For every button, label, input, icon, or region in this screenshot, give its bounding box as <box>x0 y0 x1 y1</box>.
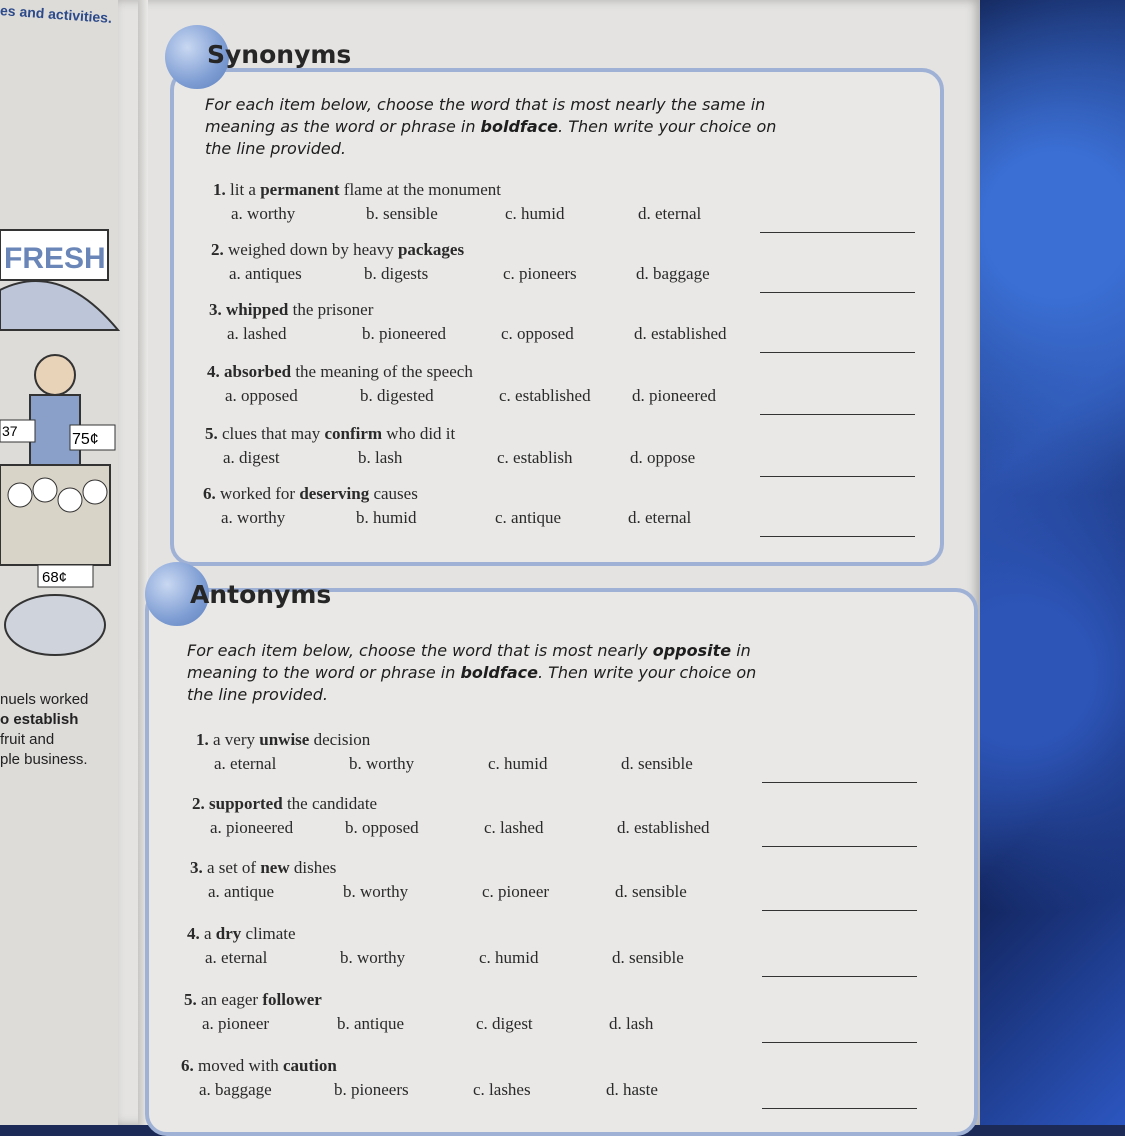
question <box>207 362 473 382</box>
fruit-vendor-illustration <box>0 220 125 660</box>
synonyms-item-5 <box>205 424 696 472</box>
question-boldface-word: caution <box>283 1056 337 1075</box>
option-a: a. worthy <box>221 508 286 527</box>
answer-options <box>190 882 687 906</box>
synonyms-instructions: For each item below, choose the word that is most nearly the same in meaning as the word or phrase in boldface. Then write your choice on the line provided. <box>205 95 777 158</box>
price-tag-1: 75¢ <box>72 431 99 448</box>
option-a: a. lashed <box>227 324 287 343</box>
option-b: b. humid <box>356 508 417 527</box>
question-text-post: flame at the monument <box>339 180 501 199</box>
price-tag-2: 68¢ <box>42 569 68 586</box>
question-boldface-word: deserving <box>299 484 370 503</box>
option-b: b. digests <box>364 264 429 283</box>
option-a: a. opposed <box>225 386 298 405</box>
option-a: a. eternal <box>205 948 268 967</box>
option-b: b. digested <box>360 386 434 405</box>
option-c: c. humid <box>488 754 548 773</box>
question-boldface-word: permanent <box>260 180 340 199</box>
option-b: b. worthy <box>340 948 406 967</box>
question-text-post: dishes <box>289 858 337 877</box>
option-b: b. lash <box>358 448 403 467</box>
question-number: 3. <box>190 858 203 877</box>
left-page-header: es and activities. <box>0 2 113 26</box>
option-d: d. eternal <box>638 204 702 223</box>
synonyms-item-3 <box>209 300 727 348</box>
question-text-pre: worked for <box>220 484 300 503</box>
question-boldface-word: confirm <box>324 424 383 443</box>
question-number: 5. <box>184 990 197 1009</box>
option-a: a. antiques <box>229 264 302 283</box>
antonyms-title: Antonyms <box>190 580 332 609</box>
question-boldface-word: unwise <box>259 730 310 749</box>
answer-line[interactable] <box>760 352 915 353</box>
question-number: 5. <box>205 424 218 443</box>
option-b: b. pioneered <box>362 324 447 343</box>
option-a: a. digest <box>223 448 280 467</box>
option-b: b. pioneers <box>334 1080 409 1099</box>
option-d: d. eternal <box>628 508 692 527</box>
option-c: c. antique <box>495 508 562 527</box>
answer-options <box>209 324 727 348</box>
question <box>211 240 464 260</box>
answer-options <box>184 1014 654 1038</box>
option-a: a. antique <box>208 882 275 901</box>
question <box>190 858 336 878</box>
option-a: a. pioneered <box>210 818 294 837</box>
question-number: 4. <box>187 924 200 943</box>
question-text-post: the meaning of the speech <box>291 362 473 381</box>
synonyms-item-1 <box>213 180 702 228</box>
answer-line[interactable] <box>762 910 917 911</box>
question-number: 3. <box>209 300 222 319</box>
background-fabric <box>955 0 1125 1125</box>
question-text-post: causes <box>369 484 418 503</box>
option-c: c. lashed <box>484 818 544 837</box>
option-b: b. opposed <box>345 818 419 837</box>
antonyms-instructions: For each item below, choose the word that is most nearly opposite in meaning to the word or phrase in boldface. Then write your choice on the line provided. <box>187 641 757 704</box>
option-a: a. eternal <box>214 754 277 773</box>
answer-line[interactable] <box>762 782 917 783</box>
question-number: 2. <box>211 240 224 259</box>
question-text-pre: a <box>204 924 216 943</box>
question-text-pre: a set of <box>207 858 261 877</box>
answer-line[interactable] <box>762 846 917 847</box>
option-c: c. digest <box>476 1014 533 1033</box>
option-b: b. worthy <box>349 754 415 773</box>
question <box>187 924 296 944</box>
left-text-line: nuels worked <box>0 691 89 708</box>
synonyms-item-2 <box>211 240 710 288</box>
question-number: 4. <box>207 362 220 381</box>
question-text-pre: an eager <box>201 990 263 1009</box>
option-b: b. sensible <box>366 204 438 223</box>
left-text-line: o establish <box>0 711 79 728</box>
left-text-line: fruit and <box>0 731 55 748</box>
price-tag-3: 37 <box>2 423 18 439</box>
question-number: 6. <box>181 1056 194 1075</box>
question-text-pre: lit a <box>230 180 261 199</box>
option-d: d. sensible <box>621 754 693 773</box>
option-a: a. baggage <box>199 1080 272 1099</box>
answer-options <box>211 264 710 288</box>
question-boldface-word: whipped <box>226 300 289 319</box>
antonyms-item-1 <box>196 730 693 778</box>
option-d: d. lash <box>609 1014 654 1033</box>
option-c: c. lashes <box>473 1080 531 1099</box>
antonyms-item-5 <box>184 990 654 1038</box>
synonyms-item-4 <box>207 362 717 410</box>
question-text-pre: a very <box>213 730 260 749</box>
answer-line[interactable] <box>762 976 917 977</box>
antonyms-item-6 <box>181 1056 658 1104</box>
question <box>196 730 370 750</box>
question-text-post: the prisoner <box>288 300 374 319</box>
question-text-post: climate <box>241 924 296 943</box>
antonyms-item-3 <box>190 858 687 906</box>
answer-options <box>205 448 696 472</box>
question-number: 1. <box>213 180 226 199</box>
antonyms-item-4 <box>187 924 684 972</box>
question-boldface-word: follower <box>262 990 322 1009</box>
question-number: 2. <box>192 794 205 813</box>
answer-line[interactable] <box>762 1108 917 1109</box>
question-boldface-word: absorbed <box>224 362 292 381</box>
option-b: b. worthy <box>343 882 409 901</box>
answer-line[interactable] <box>760 414 915 415</box>
question <box>205 424 455 444</box>
answer-options <box>187 948 684 972</box>
answer-options <box>207 386 717 410</box>
question-boldface-word: new <box>260 858 290 877</box>
option-d: d. pioneered <box>632 386 717 405</box>
question <box>181 1056 337 1076</box>
answer-options <box>203 508 692 532</box>
option-d: d. established <box>634 324 727 343</box>
question-text-pre: moved with <box>198 1056 283 1075</box>
option-c: c. pioneer <box>482 882 550 901</box>
option-c: c. establish <box>497 448 573 467</box>
option-b: b. antique <box>337 1014 405 1033</box>
option-d: d. sensible <box>615 882 687 901</box>
question-boldface-word: supported <box>209 794 283 813</box>
option-d: d. haste <box>606 1080 658 1099</box>
question-text-post: who did it <box>382 424 456 443</box>
answer-options <box>213 204 702 228</box>
fresh-sign-text: FRESH <box>4 242 106 275</box>
question <box>209 300 373 320</box>
synonyms-title: Synonyms <box>207 40 352 69</box>
question <box>192 794 377 814</box>
question-number: 1. <box>196 730 209 749</box>
answer-line[interactable] <box>760 476 915 477</box>
question <box>203 484 418 504</box>
option-c: c. opposed <box>501 324 574 343</box>
answer-line[interactable] <box>760 536 915 537</box>
question <box>184 990 322 1010</box>
question-text-pre: clues that may <box>222 424 325 443</box>
question-boldface-word: packages <box>397 240 465 259</box>
answer-line[interactable] <box>760 292 915 293</box>
left-page-text <box>0 690 88 770</box>
answer-options <box>196 754 693 778</box>
option-c: c. humid <box>505 204 565 223</box>
option-d: d. baggage <box>636 264 710 283</box>
answer-options <box>192 818 710 842</box>
option-c: c. pioneers <box>503 264 577 283</box>
option-d: d. established <box>617 818 710 837</box>
answer-line[interactable] <box>762 1042 917 1043</box>
question <box>213 180 501 200</box>
option-c: c. humid <box>479 948 539 967</box>
question-number: 6. <box>203 484 216 503</box>
option-a: a. worthy <box>231 204 296 223</box>
synonyms-item-6 <box>203 484 692 532</box>
option-a: a. pioneer <box>202 1014 270 1033</box>
option-d: d. oppose <box>630 448 696 467</box>
question-text-post: the candidate <box>282 794 378 813</box>
answer-line[interactable] <box>760 232 915 233</box>
option-c: c. established <box>499 386 591 405</box>
answer-options <box>181 1080 658 1104</box>
antonyms-item-2 <box>192 794 710 842</box>
question-text-pre: weighed down by heavy <box>228 240 398 259</box>
question-text-post: decision <box>309 730 371 749</box>
question-boldface-word: dry <box>215 924 242 943</box>
left-text-line: ple business. <box>0 751 88 768</box>
option-d: d. sensible <box>612 948 684 967</box>
